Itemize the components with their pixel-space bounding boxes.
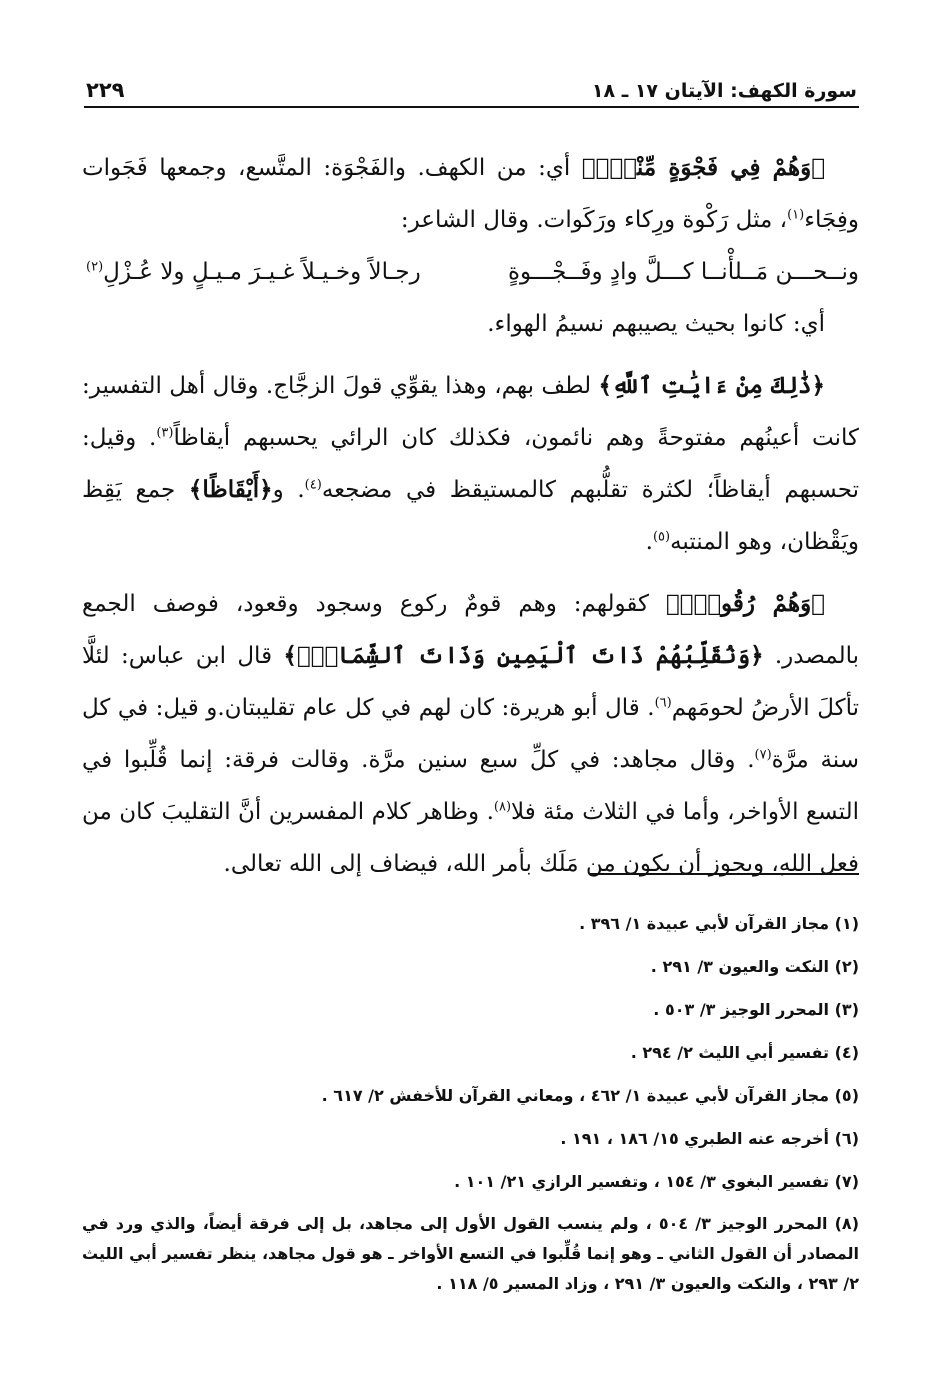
quran-quote: ﴿وَهُمْ رُقُودٌۚ﴾: [665, 590, 825, 617]
footnote-ref-8[interactable]: (٨): [493, 799, 512, 815]
page-header: [86, 66, 857, 102]
footnote-5: (٥) مجاز القرآن لأبي عبيدة ١/ ٤٦٢ ، ومعاني القرآن للأخفش ٢/ ٦١٧ .: [321, 1086, 859, 1105]
page-number: ٢٢٩: [86, 78, 125, 102]
paragraph-text: جمع يَقِظ ويَقْظان، وهو المنتبه: [82, 477, 859, 555]
paragraph-1: [82, 142, 859, 246]
footnote-ref-4[interactable]: (٤): [304, 477, 322, 493]
header-divider: [84, 106, 859, 108]
footnote-ref-2[interactable]: (٢): [86, 259, 104, 275]
paragraph-text: . قال أبو هريرة: كان لهم في كل عام تقليبتان.و قيل: في كل سنة مرَّة: [82, 695, 859, 773]
paragraph-text: أي: من الكهف. والفَجْوَة: المتَّسع، وجمعها فَجَوات وفِجَاء: [82, 155, 859, 233]
footnote-ref-3[interactable]: (٣): [156, 425, 174, 441]
footnote-7: (٧) تفسير البغوي ٣/ ١٥٤ ، وتفسير الرازي ٢١/ ١٠١ .: [454, 1172, 859, 1191]
paragraph-4: [82, 578, 859, 890]
footnote-divider: [589, 873, 859, 875]
footnote-ref-7[interactable]: (٧): [754, 747, 772, 763]
main-text: [82, 142, 859, 890]
quran-quote: ﴿ذَٰلِكَ مِنْ ءَايَٰتِ ٱللَّهِ﴾: [598, 372, 825, 399]
footnote-6: (٦) أخرجه عنه الطبري ١٥/ ١٨٦ ، ١٩١ .: [560, 1129, 859, 1148]
paragraph-text: قال ابن عباس: لئلَّا تأكلَ الأرضُ لحومَهم: [82, 643, 859, 721]
footnote-ref-5[interactable]: (٥): [652, 529, 671, 545]
paragraph-text: ، مثل رَكْوة ورِكاء ورَكَوات. وقال الشاعر:: [400, 207, 788, 233]
footnote-4: (٤) تفسير أبي الليث ٢/ ٢٩٤ .: [630, 1043, 859, 1062]
paragraph-text: . وظاهر كلام المفسرين أنَّ التقليبَ كان من فعل اللهِ، ويجوز أن يكون من مَلَك بأمر الله، فيضاف إلى الله تعالى.: [82, 799, 859, 877]
poetry-verse: [82, 246, 859, 298]
quran-quote: ﴿أَيْقَاظًا﴾: [188, 476, 273, 503]
quran-quote: ﴿وَهُمْ فِي فَجْوَةٍ مِّنْهُۚ﴾: [581, 154, 825, 181]
footnotes: [82, 902, 859, 1299]
paragraph-text: . و: [272, 477, 305, 503]
footnote-1: (١) مجاز القرآن لأبي عبيدة ١/ ٣٩٦ .: [579, 914, 859, 933]
verse-first-hemistich: ونــحـــن مَــلأْنــا كـــلَّ وادٍ وفَــجْـــوةٍ: [508, 259, 859, 285]
paragraph-text: . وقيل: تحسبهم أيقاظاً؛ لكثرة تقلُّبهم كالمستيقظ في مضجعه: [82, 425, 860, 503]
paragraph-text: كقولهم: وهم قومٌ ركوع وسجود وقعود، فوصف الجمع بالمصدر.: [82, 591, 859, 669]
verse-text: رجـالاً وخـيـلاً غـيـرَ مـيـلٍ ولا عُـزْلِ: [103, 259, 421, 285]
paragraph-2: أي: كانوا بحيث يصيبهم نسيمُ الهواء.: [487, 311, 825, 337]
paragraph-text: لطف بهم، وهذا يقوِّي قولَ الزجَّاج. وقال أهل التفسير: كانت أعينُهم مفتوحةً وهم نائمون، فكذلك كان الرائي يحسبهم أيقاظاً: [82, 373, 859, 451]
paragraph-text: . وقال مجاهد: في كلِّ سبع سنين مرَّة. وقالت فرقة: إنما قُلِّبوا في التسع الأواخر، وأما في الثلاث مئة فلا: [82, 747, 859, 825]
footnote-ref-6[interactable]: (٦): [654, 695, 672, 711]
quran-quote: ﴿وَنُقَلِّبُهُمْ ذَاتَ ٱلْيَمِينِ وَذَاتَ ٱلشِّمَالِۖ﴾: [283, 642, 764, 669]
verse-second-hemistich: [86, 246, 421, 298]
paragraph-3: [82, 360, 859, 568]
paragraph-text: .: [645, 529, 653, 555]
running-title: سورة الكهف: الآيتان ١٧ ـ ١٨: [591, 80, 857, 102]
footnote-8: (٨) المحرر الوجيز ٣/ ٥٠٤ ، ولم ينسب القول الأول إلى مجاهد، بل إلى فرقة أيضاً، والذي ورد في المصادر أن القول الثاني ـ وهو إنما قُلِّبوا في التسع الأواخر ـ هو قول مجاهد، ينظر تفسير أبي الليث ٢/ ٢٩٣ ، والنكت والعيون ٣/ ٢٩١ ، وزاد المسير ٥/ ١١٨ .: [82, 1214, 859, 1293]
footnote-ref-1[interactable]: (١): [787, 207, 805, 223]
footnote-3: (٣) المحرر الوجيز ٣/ ٥٠٣ .: [653, 1000, 859, 1019]
footnote-2: (٢) النكت والعيون ٣/ ٢٩١ .: [650, 957, 859, 976]
